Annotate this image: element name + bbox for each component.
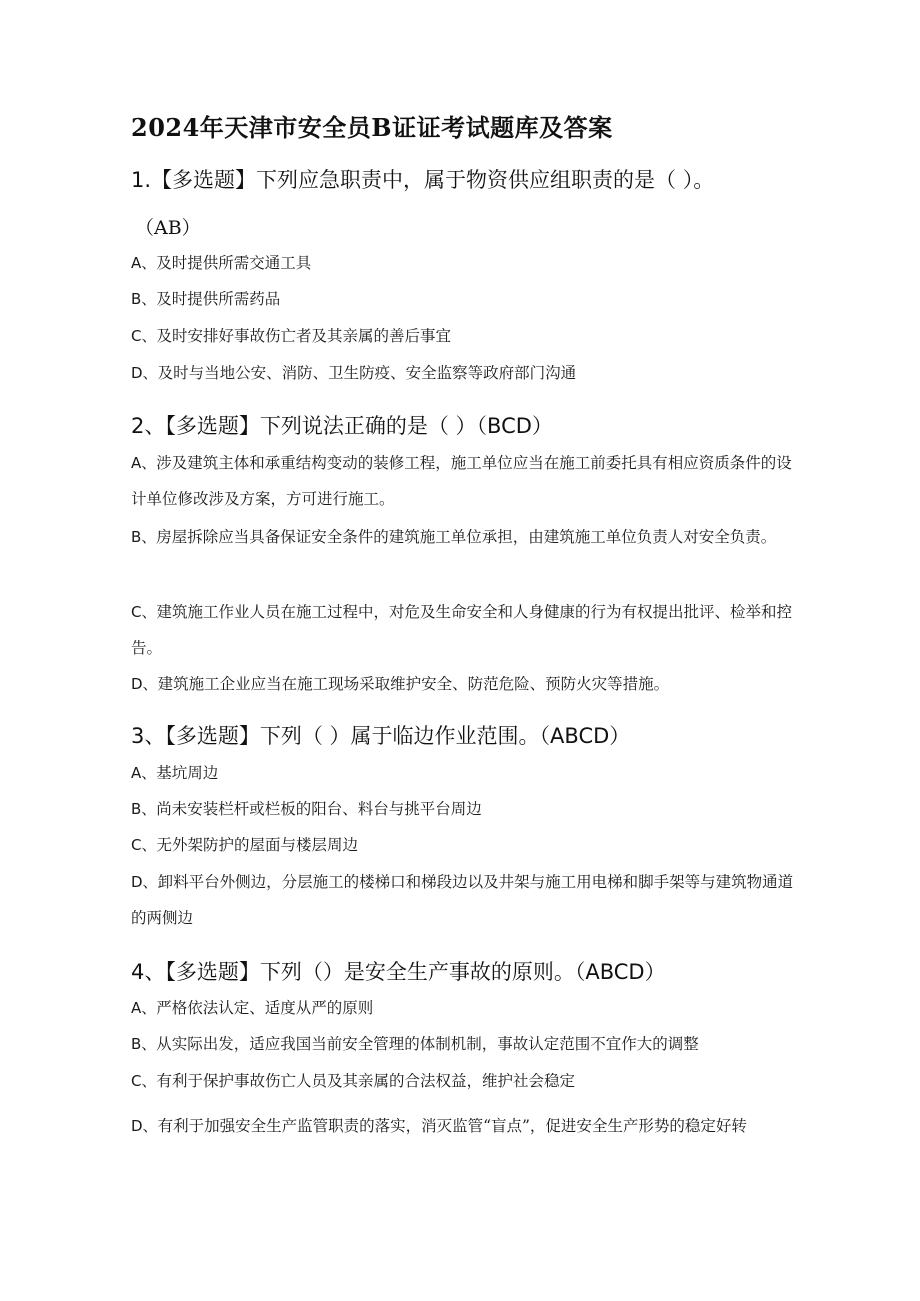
option-label: B、 [131,528,157,546]
question-3-option-d [131,864,796,936]
option-label: C、 [131,327,157,345]
option-label: A、 [131,764,157,782]
question-2-heading: 2、【多选题】下列说法正确的是（ ）（BCD） [131,414,553,438]
question-3-heading: 3、【多选题】下列（ ）属于临边作业范围。（ABCD） [131,724,631,748]
option-label: C、 [131,603,157,621]
question-4-heading: 4、【多选题】下列（）是安全生产事故的原则。（ABCD） [131,960,666,984]
option-label: A、 [131,454,157,472]
option-text: 及时提供所需药品 [156,290,281,308]
option-label: D、 [131,1117,158,1135]
option-label: A、 [131,254,157,272]
option-text: 建筑施工作业人员在施工过程中，对危及生命安全和人身健康的行为有权提出批评、检举和控告。 [131,603,792,657]
question-3-option-b [131,791,796,827]
question-3-option-c [131,827,796,863]
option-label: D、 [131,364,158,382]
option-text: 及时提供所需交通工具 [156,254,312,272]
question-1-option-b [131,281,796,317]
option-text: 尚未安装栏杆或栏板的阳台、料台与挑平台周边 [156,800,482,818]
option-text: 严格依法认定、适度从严的原则 [156,999,374,1017]
option-text: 卸料平台外侧边，分层施工的楼梯口和梯段边以及井架与施工用电梯和脚手架等与建筑物通道的两侧边 [131,873,794,927]
option-label: A、 [131,999,157,1017]
question-4-option-a [131,990,796,1026]
option-label: C、 [131,1072,157,1090]
option-text: 建筑施工企业应当在施工现场采取维护安全、防范危险、预防火灾等措施。 [157,675,670,693]
question-2-option-a [131,445,796,517]
document-title: 2024年天津市安全员B证证考试题库及答案 [131,113,613,142]
option-text: 及时安排好事故伤亡者及其亲属的善后事宜 [156,327,451,345]
question-1-option-a [131,245,796,281]
question-2-option-d [131,666,796,702]
option-label: D、 [131,873,158,891]
option-text: 房屋拆除应当具备保证安全条件的建筑施工单位承担，由建筑施工单位负责人对安全负责。 [156,528,777,546]
question-1-option-d [131,355,796,391]
question-1-heading: 1.【多选题】下列应急职责中，属于物资供应组职责的是（ ）。 [131,168,715,192]
question-4-option-d [131,1108,796,1144]
option-text: 有利于保护事故伤亡人员及其亲属的合法权益，维护社会稳定 [156,1072,575,1090]
question-4-option-b [131,1026,796,1062]
question-4-option-c [131,1063,796,1099]
option-label: B、 [131,800,157,818]
option-text: 有利于加强安全生产监管职责的落实，消灭监管“盲点”，促进安全生产形势的稳定好转 [157,1117,747,1135]
question-1-option-c [131,318,796,354]
option-label: B、 [131,1035,157,1053]
question-3-option-a [131,755,796,791]
option-text: 基坑周边 [156,764,219,782]
option-label: C、 [131,836,157,854]
question-2-option-c [131,594,796,666]
option-text: 从实际出发，适应我国当前安全管理的体制机制，事故认定范围不宜作大的调整 [156,1035,699,1053]
option-label: D、 [131,675,158,693]
option-text: 无外架防护的屋面与楼层周边 [156,836,358,854]
question-1-answer: （AB） [135,217,201,239]
option-text: 涉及建筑主体和承重结构变动的装修工程，施工单位应当在施工前委托具有相应资质条件的设计单位修改涉及方案，方可进行施工。 [131,454,792,508]
question-2-option-b [131,519,796,555]
option-label: B、 [131,290,157,308]
option-text: 及时与当地公安、消防、卫生防疫、安全监察等政府部门沟通 [157,364,577,382]
